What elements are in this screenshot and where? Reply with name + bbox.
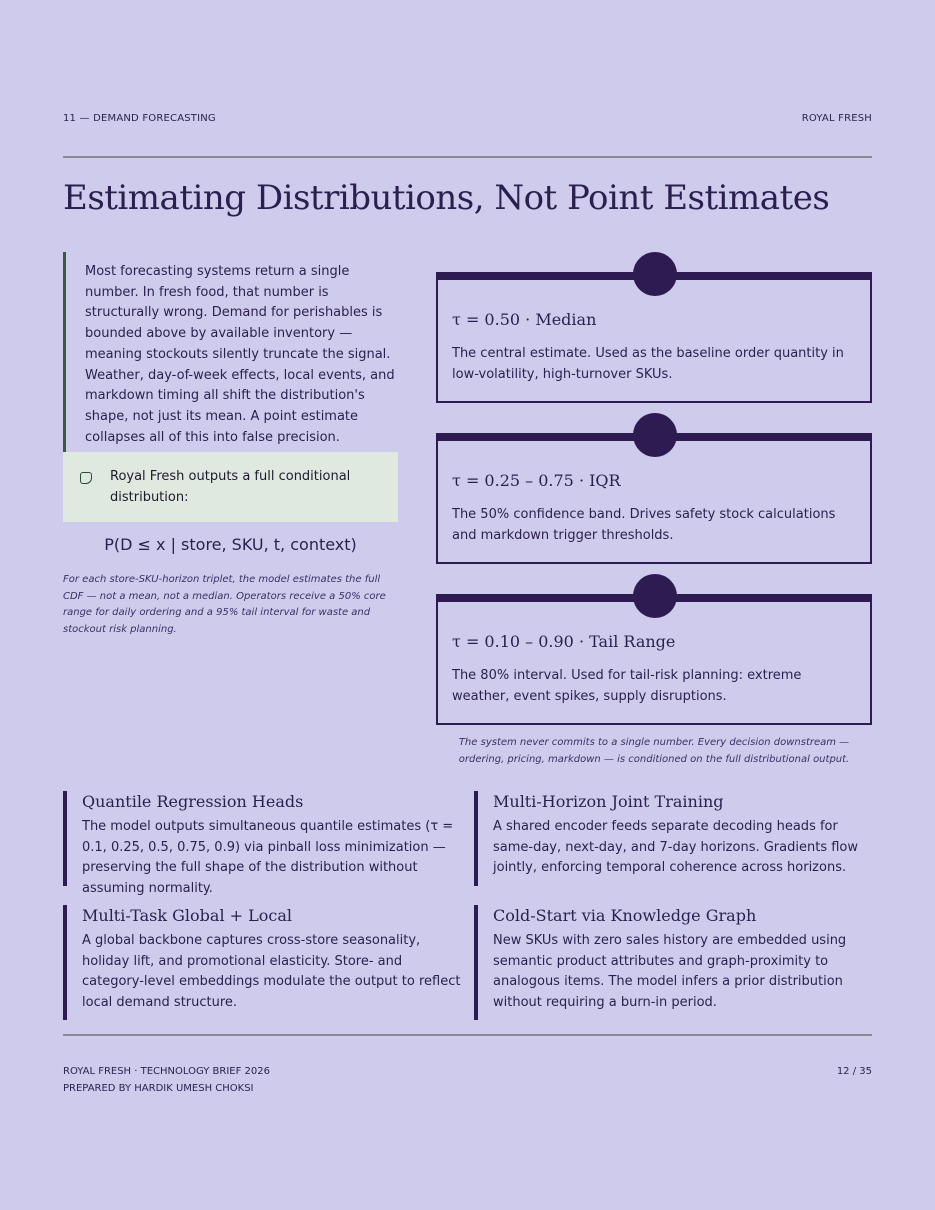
- note-icon: [80, 472, 92, 484]
- quantile-title: τ = 0.50 · Median: [452, 310, 597, 329]
- card-marker-dot: [633, 574, 677, 618]
- quantile-caption: The system never commits to a single number. Every decision downstream — ordering, pricing, markdown — is conditioned on the full distributional output.: [458, 737, 850, 765]
- brand-label: ROYAL FRESH: [801, 113, 872, 124]
- footer-credits: [63, 1064, 270, 1097]
- card-marker-dot: [633, 413, 677, 457]
- feature-title: Multi-Horizon Joint Training: [493, 792, 724, 811]
- intro-paragraph: Most forecasting systems return a single number. In fresh food, that number is structurally wrong. Demand for perishables is bounded above by available inventory — meaning stockouts silently truncate the signal. Weather, day-of-week effects, local events, and markdown timing all shift the distribution's shape, not just its mean. A point estimate collapses all of this into false precision.: [63, 252, 398, 454]
- callout-box: [63, 452, 398, 522]
- feature-title: Multi-Task Global + Local: [82, 906, 293, 925]
- feature-desc: A shared encoder feeds separate decoding heads for same-day, next-day, and 7-day horizons. Gradients flow jointly, enforcing temporal coherence across horizons.: [493, 819, 858, 876]
- cdf-formula: P(D ≤ x | store, SKU, t, context): [104, 535, 357, 554]
- card-marker-dot: [633, 252, 677, 296]
- footer-author: PREPARED BY HARDIK UMESH CHOKSI: [63, 1082, 254, 1094]
- header-divider: [63, 156, 872, 158]
- feature-title: Cold-Start via Knowledge Graph: [493, 906, 757, 925]
- footer-divider: [63, 1034, 872, 1036]
- feature-multi-task: [63, 905, 461, 1020]
- feature-cold-start: [474, 905, 872, 1020]
- callout-text: Royal Fresh outputs a full conditional distribution:: [110, 469, 351, 505]
- formula-note: For each store-SKU-horizon triplet, the model estimates the full CDF — not a mean, not a median. Operators receive a 50% core range for daily ordering and a 95% tail interval for waste and stockout risk planning.: [63, 574, 386, 635]
- page-title: Estimating Distributions, Not Point Estimates: [63, 178, 830, 218]
- section-label: 11 — DEMAND FORECASTING: [63, 113, 216, 124]
- quantile-title: τ = 0.10 – 0.90 · Tail Range: [452, 632, 676, 651]
- page-number: 12 / 35: [836, 1066, 872, 1077]
- feature-desc: New SKUs with zero sales history are embedded using semantic product attributes and graph-proximity to analogous items. The model infers a prior distribution without requiring a burn-in period.: [493, 933, 847, 1011]
- quantile-desc: The 50% confidence band. Drives safety stock calculations and markdown trigger thresholds.: [452, 507, 836, 543]
- feature-quantile-regression: [63, 791, 461, 897]
- feature-title: Quantile Regression Heads: [82, 792, 304, 811]
- feature-desc: A global backbone captures cross-store seasonality, holiday lift, and promotional elasticity. Store- and category-level embeddings modulate the output to reflect local demand structure.: [82, 933, 461, 1011]
- quantile-title: τ = 0.25 – 0.75 · IQR: [452, 471, 621, 490]
- quantile-desc: The central estimate. Used as the baseline order quantity in low-volatility, high-turnover SKUs.: [452, 346, 844, 382]
- footer-brief: ROYAL FRESH · TECHNOLOGY BRIEF 2026: [63, 1066, 270, 1077]
- feature-desc: The model outputs simultaneous quantile estimates (τ = 0.1, 0.25, 0.5, 0.75, 0.9) via pinball loss minimization — preserving the full shape of the distribution without assuming normality.: [82, 819, 454, 897]
- quantile-desc: The 80% interval. Used for tail-risk planning: extreme weather, event spikes, supply disruptions.: [452, 668, 802, 704]
- feature-multi-horizon: [474, 791, 872, 886]
